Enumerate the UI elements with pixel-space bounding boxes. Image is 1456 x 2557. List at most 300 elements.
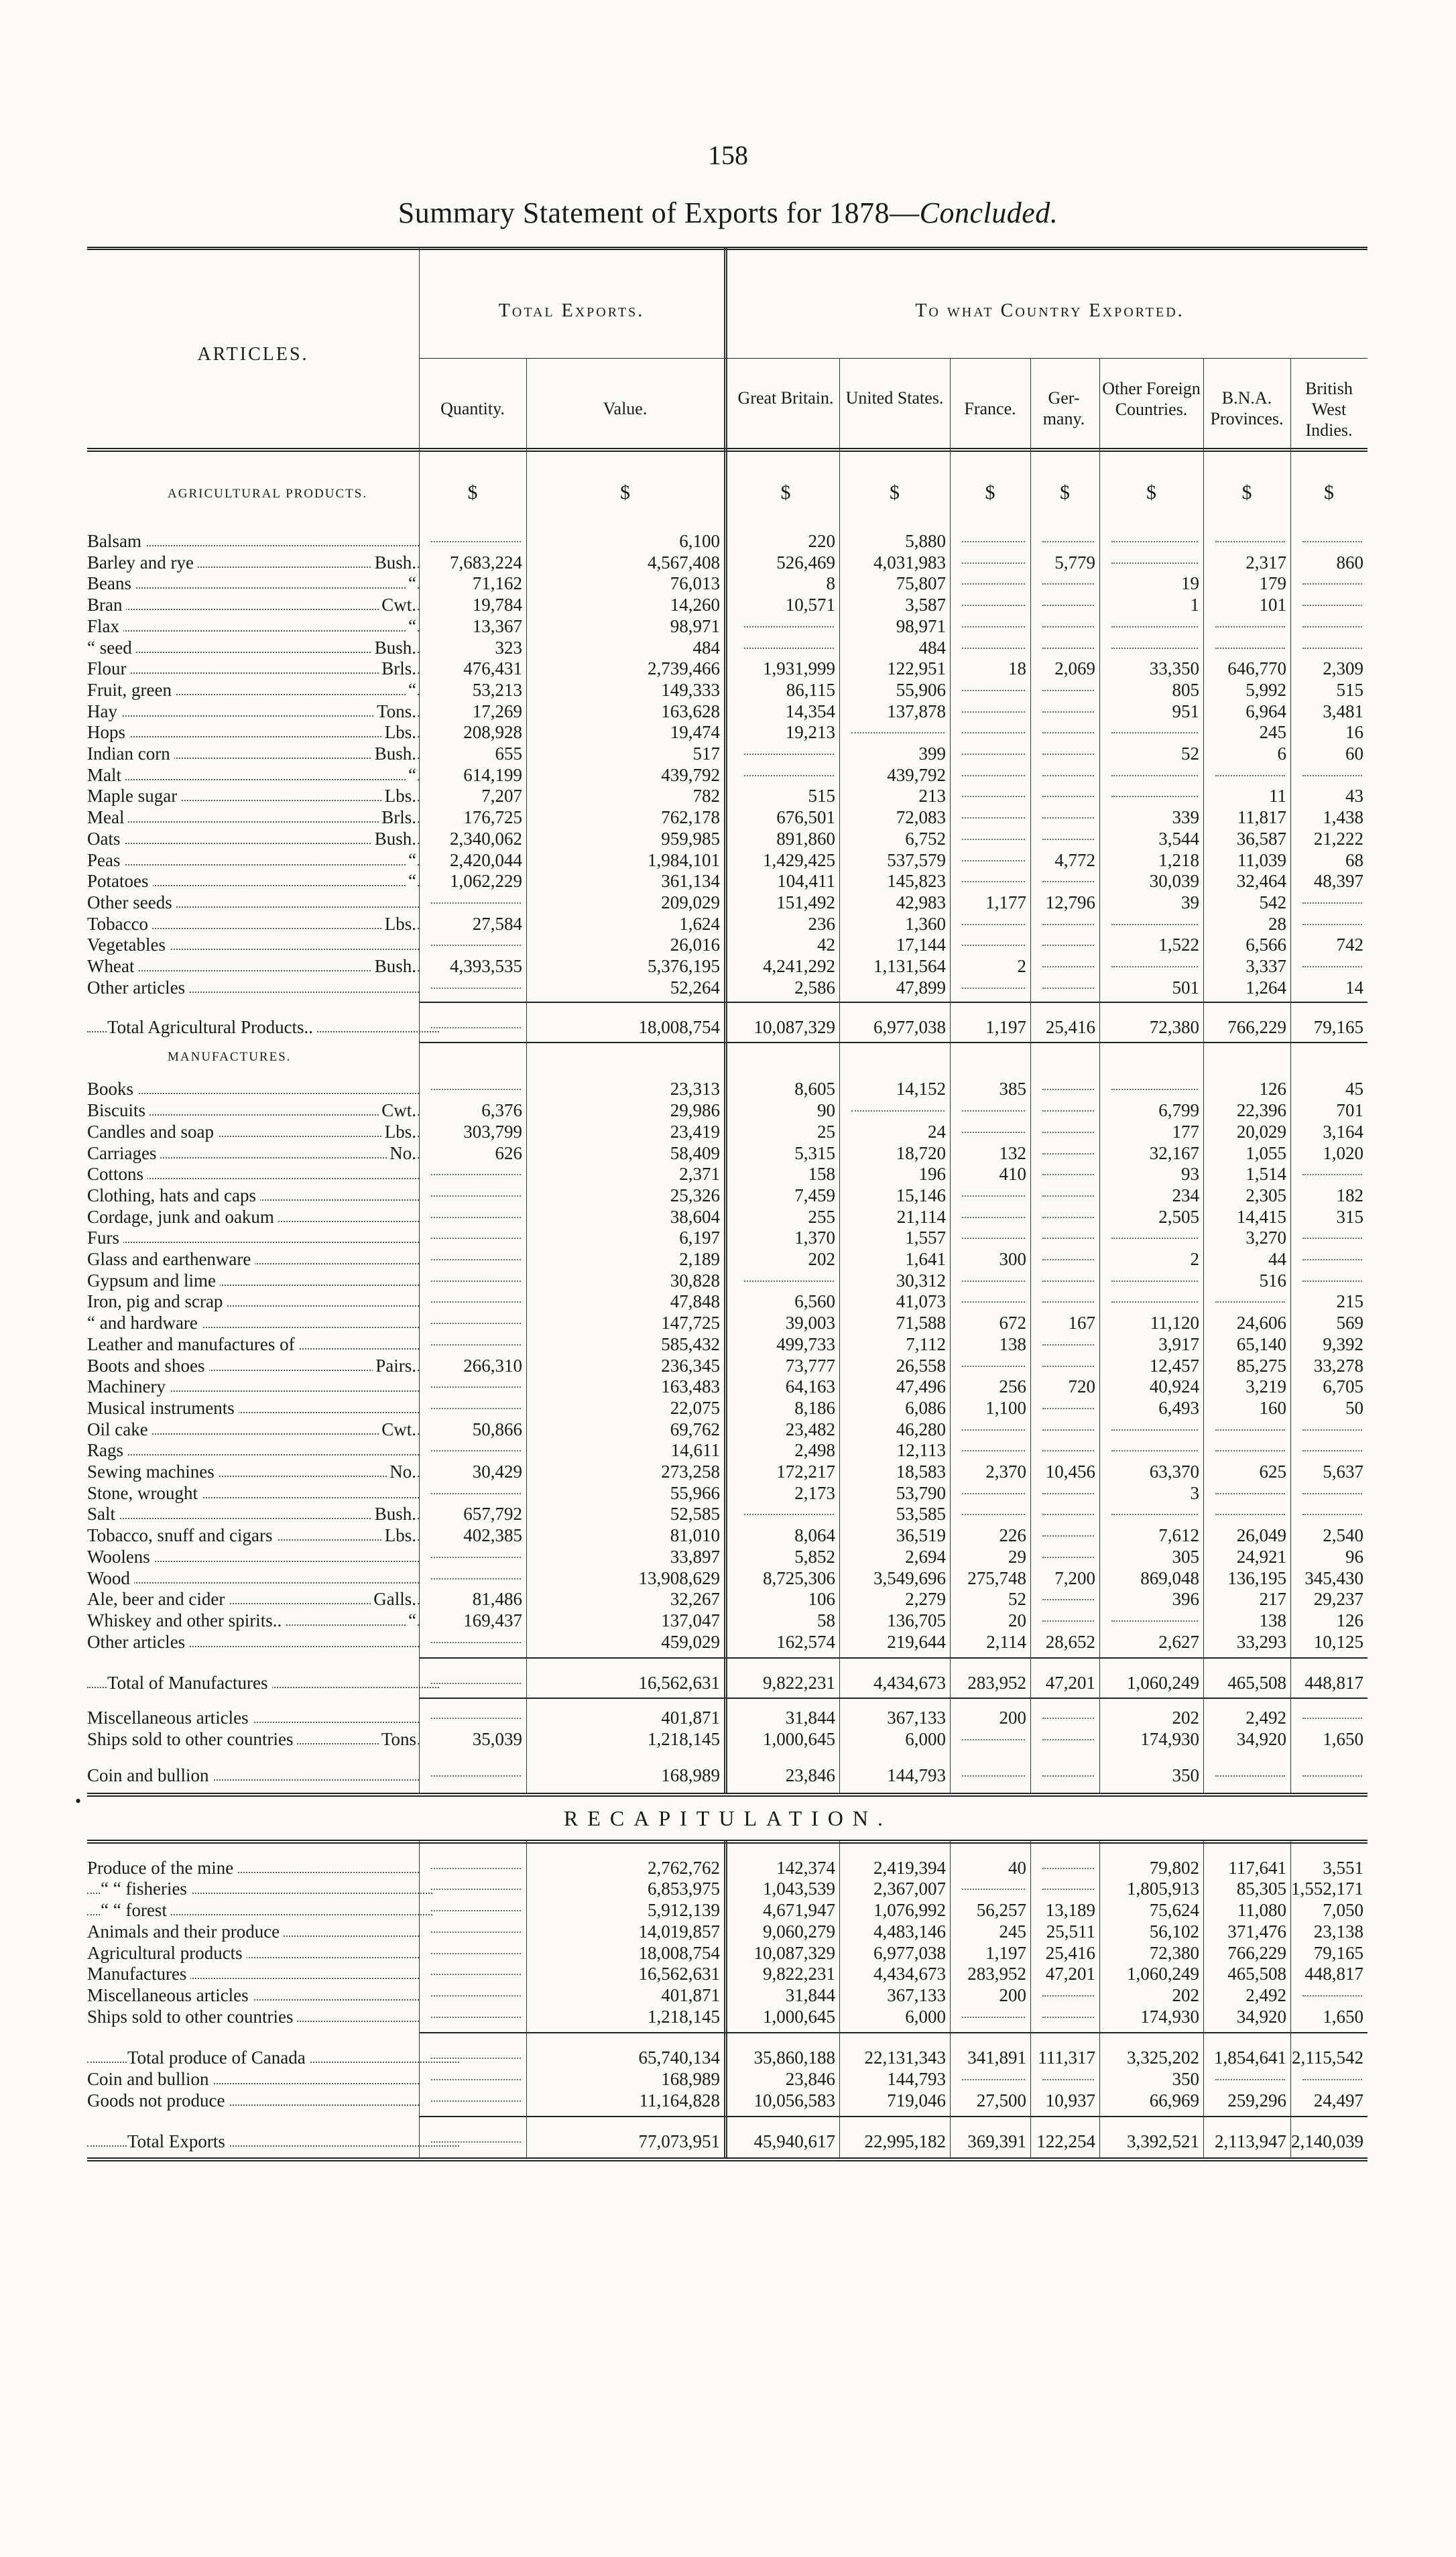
cell-of: 66,969	[1149, 2090, 1199, 2110]
cell-bna: 259,296	[1227, 2090, 1286, 2110]
article-name: Agricultural products	[87, 1943, 247, 1963]
cell-gb: 8,605	[794, 1079, 835, 1099]
cell-val: 1,984,101	[648, 849, 720, 870]
cell-fr: 2,114	[986, 1631, 1026, 1652]
article-unit: Lbs.	[382, 913, 416, 935]
cell-gb: 64,163	[785, 1376, 835, 1397]
cell-bna: 2,113,947	[1215, 2131, 1286, 2152]
cell-of: 234	[1172, 1185, 1199, 1205]
empty-cell-gb	[744, 615, 834, 628]
cell-us: 144,793	[887, 1765, 946, 1785]
empty-cell-qty	[431, 977, 521, 989]
cell-bwi: 1,552,171	[1291, 1879, 1363, 1899]
empty-cell-bna	[1215, 1765, 1285, 1777]
cell-val: 18,008,754	[638, 1942, 720, 1963]
empty-cell-fr	[962, 828, 1025, 840]
cell-of: 951	[1172, 701, 1199, 721]
empty-cell-bna	[1215, 1482, 1285, 1494]
cell-qty: 303,799	[463, 1121, 522, 1142]
cell-bna: 85,275	[1236, 1355, 1286, 1376]
header-bottom-rule	[87, 448, 1368, 449]
article-name: Miscellaneous articles	[87, 1708, 253, 1728]
header-bna: B.N.A. Provinces.	[1210, 388, 1284, 428]
empty-cell-gb	[744, 1270, 834, 1282]
empty-cell-fr	[962, 785, 1025, 797]
table-row	[87, 1397, 1368, 1419]
cell-of: 2,505	[1158, 1206, 1199, 1227]
empty-cell-of	[1111, 785, 1198, 797]
cell-of: 2	[1190, 1249, 1199, 1269]
table-row	[87, 1857, 1368, 1879]
empty-cell-of	[1111, 637, 1198, 649]
article-name: Wheat	[87, 956, 138, 976]
cell-qty: 266,310	[463, 1355, 522, 1376]
cell-us: 399	[918, 744, 946, 764]
section-agricultural: AGRICULTURAL PRODUCTS.	[168, 487, 368, 501]
cell-of: 72,380	[1149, 1942, 1199, 1963]
cell-bwi: 569	[1336, 1313, 1363, 1333]
empty-cell-bna	[1215, 637, 1285, 649]
header-value: Value.	[603, 399, 648, 418]
cell-gb: 9,822,231	[763, 1964, 835, 1984]
article-name: Coin and bullion	[87, 2069, 213, 2089]
empty-cell-de	[1042, 870, 1094, 882]
row-label	[87, 1503, 419, 1525]
cell-bna: 28	[1268, 913, 1286, 934]
article-unit: “	[406, 573, 416, 594]
cell-fr: 256	[999, 1376, 1026, 1397]
table-row	[87, 1482, 1368, 1504]
article-name: Clothing, hats and caps	[87, 1185, 260, 1205]
section-manufactures: MANUFACTURES.	[168, 1050, 292, 1065]
cell-val: 2,739,466	[648, 658, 720, 679]
cell-us: 71,588	[896, 1313, 946, 1333]
empty-cell-bwi	[1302, 1270, 1362, 1282]
cell-val: 47,848	[670, 1291, 720, 1312]
cell-of: 3,917	[1158, 1333, 1199, 1354]
cell-of: 2,627	[1158, 1631, 1199, 1652]
header-bottom-rule-2	[87, 451, 1368, 452]
empty-cell-qty	[431, 1878, 521, 1890]
cell-qty: 655	[495, 744, 522, 764]
article-name: Produce of the mine	[87, 1858, 237, 1878]
empty-cell-de	[1042, 1333, 1094, 1346]
cell-qty: 323	[495, 637, 522, 658]
cell-bna: 6	[1277, 744, 1286, 764]
empty-cell-bwi	[1302, 594, 1362, 606]
cell-de: 13,189	[1045, 1900, 1095, 1921]
row-label	[87, 1728, 419, 1750]
cell-val: 401,871	[661, 1984, 720, 2005]
row-label	[87, 913, 419, 935]
cell-de: 25,416	[1045, 1942, 1095, 1963]
empty-cell-fr	[962, 1270, 1025, 1282]
header-germany: Ger- many.	[1042, 388, 1085, 428]
empty-cell-fr	[962, 934, 1025, 946]
column-rule	[950, 1840, 951, 2158]
dollar-sign: $	[1060, 481, 1070, 503]
cell-qty: 30,429	[472, 1462, 522, 1482]
column-rule	[1030, 358, 1031, 1793]
cell-us: 42,983	[896, 892, 946, 912]
cell-of: 501	[1172, 977, 1199, 998]
empty-cell-de	[1042, 1707, 1094, 1719]
cell-val: 13,908,629	[638, 1567, 720, 1588]
cell-qty: 53,213	[472, 679, 522, 700]
cell-gb: 8,725,306	[763, 1567, 835, 1588]
dot-leader	[87, 630, 419, 632]
empty-cell-de	[1042, 573, 1094, 585]
cell-fr: 18	[1008, 658, 1026, 679]
cell-us: 75,807	[896, 573, 946, 594]
row-label	[87, 1333, 419, 1355]
cell-of: 32,167	[1149, 1142, 1199, 1163]
cell-fr: 27,500	[976, 2090, 1026, 2110]
cell-of: 350	[1172, 1765, 1199, 1785]
cell-val: 782	[692, 786, 720, 807]
row-label	[87, 1482, 419, 1504]
header-to-what-country: To what Country Exported.	[915, 300, 1185, 321]
row-label	[87, 807, 419, 828]
empty-cell-de	[1042, 2006, 1094, 2018]
cell-fr: 672	[999, 1313, 1026, 1333]
cell-us: 1,076,992	[873, 1900, 946, 1921]
dollar-sign: $	[1146, 481, 1156, 503]
cell-gb: 151,492	[776, 892, 835, 912]
empty-cell-de	[1042, 1503, 1094, 1515]
row-label	[87, 977, 419, 998]
cell-us: 4,483,146	[873, 1921, 946, 1942]
cell-bwi: 126	[1336, 1610, 1363, 1630]
cell-of: 79,802	[1149, 1857, 1199, 1878]
row-label	[87, 1142, 419, 1164]
cell-bwi: 2,140,039	[1291, 2131, 1363, 2152]
empty-cell-fr	[962, 530, 1025, 542]
cell-of: 1	[1190, 595, 1199, 615]
row-label	[87, 658, 419, 679]
cell-bna: 3,219	[1246, 1376, 1286, 1397]
table-row	[87, 870, 1368, 892]
table-row	[87, 1984, 1368, 2006]
cell-gb: 1,429,425	[763, 849, 835, 870]
table-row	[87, 701, 1368, 722]
article-name: Tobacco	[87, 914, 152, 934]
article-name: Total of Manufactures	[107, 1673, 272, 1693]
article-unit: Cwt.	[379, 594, 416, 615]
cell-gb: 4,671,947	[763, 1900, 835, 1921]
cell-val: 98,971	[670, 615, 720, 636]
article-name: Carriages	[87, 1143, 160, 1163]
article-unit: “	[406, 679, 416, 701]
article-name: Boots and shoes	[87, 1356, 209, 1376]
cell-of: 6,493	[1158, 1397, 1199, 1418]
dot-leader	[87, 1242, 419, 1243]
cell-gb: 19,213	[785, 722, 835, 743]
table-row	[87, 552, 1368, 573]
empty-cell-qty	[431, 1376, 521, 1388]
cell-us: 7,112	[906, 1333, 946, 1354]
empty-cell-of	[1111, 1227, 1198, 1239]
article-name: Miscellaneous articles	[87, 1985, 253, 2005]
article-unit: Brls.	[379, 658, 416, 679]
empty-cell-us	[851, 721, 945, 733]
cell-bna: 24,606	[1236, 1313, 1286, 1333]
cell-val: 55,966	[670, 1482, 720, 1503]
article-name: Flax	[87, 616, 123, 636]
cell-gb: 2,586	[794, 977, 835, 998]
article-name: Sewing machines	[87, 1462, 219, 1482]
cell-val: 1,218,145	[648, 2006, 720, 2027]
article-name: Hops	[87, 722, 129, 742]
table-row	[87, 1121, 1368, 1142]
cell-of: 1,060,249	[1127, 1673, 1199, 1693]
empty-cell-qty	[431, 2047, 521, 2059]
cell-val: 26,016	[670, 935, 720, 955]
column-rule	[1290, 358, 1291, 1793]
cell-bwi: 68	[1345, 849, 1363, 870]
column-rule	[1203, 358, 1204, 1793]
cell-bwi: 23,138	[1313, 1921, 1363, 1942]
row-label	[87, 2068, 419, 2090]
cell-bwi: 79,165	[1313, 1942, 1363, 1963]
cell-us: 213	[918, 786, 946, 807]
cell-bna: 34,920	[1236, 1729, 1286, 1749]
column-rule	[526, 1840, 527, 2158]
cell-fr: 200	[999, 1984, 1026, 2005]
cell-bna: 217	[1259, 1589, 1286, 1610]
column-rule	[839, 358, 840, 1793]
cell-qty: 17,269	[472, 701, 522, 721]
cell-qty: 71,162	[472, 573, 522, 594]
empty-cell-de	[1042, 1355, 1094, 1367]
cell-us: 2,694	[905, 1546, 946, 1567]
empty-cell-of	[1111, 615, 1198, 628]
dot-leader	[87, 821, 419, 823]
row-label	[87, 1984, 419, 2006]
empty-cell-bwi	[1302, 637, 1362, 649]
cell-val: 2,189	[679, 1249, 720, 1269]
dollar-sign: $	[890, 481, 900, 503]
cell-gb: 25	[817, 1121, 835, 1142]
cell-gb: 526,469	[776, 552, 835, 573]
empty-cell-de	[1042, 1857, 1094, 1869]
cell-gb: 515	[808, 786, 835, 807]
cell-val: 76,013	[670, 573, 720, 594]
article-name: Other articles	[87, 1632, 189, 1652]
row-label	[87, 1185, 419, 1206]
empty-cell-de	[1042, 1546, 1094, 1558]
cell-gb: 676,501	[776, 807, 835, 828]
empty-cell-of	[1111, 1503, 1198, 1515]
empty-cell-fr	[962, 594, 1025, 606]
cell-of: 56,102	[1149, 1921, 1199, 1942]
cell-val: 585,432	[661, 1333, 720, 1354]
empty-cell-of	[1111, 1078, 1198, 1090]
cell-fr: 2	[1017, 956, 1026, 976]
article-unit: “	[406, 764, 416, 786]
article-unit: “	[406, 870, 416, 892]
empty-cell-bwi	[1302, 913, 1362, 925]
table-row	[87, 1525, 1368, 1546]
cell-of: 75,624	[1149, 1900, 1199, 1921]
empty-cell-bwi	[1302, 2068, 1362, 2080]
cell-of: 52	[1181, 744, 1199, 764]
dollar-sign: $	[985, 481, 995, 503]
empty-cell-fr	[962, 1227, 1025, 1239]
empty-cell-bwi	[1302, 573, 1362, 585]
cell-de: 122,254	[1036, 2131, 1095, 2152]
cell-bwi: 701	[1336, 1100, 1363, 1121]
cell-of: 177	[1172, 1121, 1199, 1142]
table-row	[87, 1963, 1368, 1984]
cell-bna: 24,921	[1236, 1546, 1286, 1567]
empty-cell-de	[1042, 828, 1094, 840]
article-name: “ and hardware	[87, 1313, 202, 1333]
empty-cell-de	[1042, 721, 1094, 733]
row-label	[87, 1376, 419, 1397]
cell-us: 484	[918, 637, 946, 658]
cell-gb: 2,173	[794, 1482, 835, 1503]
row-label	[87, 764, 419, 786]
cell-bna: 160	[1259, 1397, 1286, 1418]
empty-cell-qty	[431, 530, 521, 542]
table-row	[87, 1419, 1368, 1440]
cell-gb: 106	[808, 1589, 835, 1610]
cell-fr: 56,257	[976, 1900, 1026, 1921]
cell-bwi: 515	[1336, 679, 1363, 700]
cell-us: 6,752	[905, 828, 946, 849]
exports-table	[87, 247, 1368, 2164]
cell-bwi: 33,278	[1313, 1355, 1363, 1376]
cell-bna: 6,964	[1246, 701, 1286, 721]
empty-cell-de	[1042, 1291, 1094, 1303]
article-unit: Bush.	[372, 1503, 416, 1525]
cell-val: 163,483	[661, 1376, 720, 1397]
article-name: Tobacco, snuff and cigars	[87, 1525, 277, 1545]
cell-bwi: 345,430	[1305, 1567, 1363, 1588]
empty-cell-fr	[962, 764, 1025, 776]
cell-bna: 516	[1259, 1270, 1286, 1291]
cell-qty: 81,486	[472, 1589, 522, 1610]
empty-cell-bna	[1215, 1439, 1285, 1451]
cell-val: 65,740,134	[638, 2047, 720, 2068]
cell-gb: 236	[808, 913, 835, 934]
cell-bna: 11,080	[1237, 1900, 1286, 1921]
empty-cell-bna	[1215, 2068, 1285, 2080]
table-row	[87, 1567, 1368, 1589]
empty-cell-fr	[962, 849, 1025, 861]
cell-bna: 2,492	[1246, 1984, 1286, 2005]
cell-of: 305	[1172, 1546, 1199, 1567]
cell-us: 15,146	[896, 1185, 946, 1205]
cell-bna: 11,817	[1237, 807, 1286, 828]
cell-val: 168,989	[661, 1765, 720, 1785]
cell-val: 19,474	[670, 722, 720, 743]
cell-fr: 226	[999, 1525, 1026, 1546]
empty-cell-qty	[431, 1631, 521, 1643]
cell-bwi: 448,817	[1305, 1964, 1363, 1984]
cell-de: 47,201	[1045, 1673, 1095, 1693]
cell-qty: 169,437	[463, 1610, 522, 1630]
cell-qty: 50,866	[472, 1419, 522, 1439]
cell-us: 1,360	[905, 913, 946, 934]
cell-bwi: 9,392	[1323, 1333, 1363, 1354]
row-label	[87, 1588, 419, 1610]
row-label	[87, 552, 419, 573]
cell-bna: 2,492	[1246, 1708, 1286, 1728]
empty-cell-bwi	[1302, 955, 1362, 967]
cell-bna: 542	[1259, 892, 1286, 912]
header-total-exports: Total Exports.	[498, 300, 645, 321]
total-rule	[87, 1793, 1368, 1794]
cell-val: 22,075	[670, 1397, 720, 1418]
cell-bna: 371,476	[1227, 1921, 1286, 1942]
empty-cell-of	[1111, 530, 1198, 542]
cell-val: 439,792	[661, 764, 720, 785]
cell-gb: 1,000,645	[763, 1729, 835, 1749]
article-name: Manufactures	[87, 1964, 190, 1984]
empty-cell-fr	[962, 1439, 1025, 1451]
cell-bna: 6,566	[1246, 935, 1286, 955]
cell-bwi: 3,164	[1323, 1121, 1363, 1142]
column-rule	[1203, 1840, 1204, 2158]
cell-us: 5,880	[905, 531, 946, 551]
total-rule	[419, 2116, 1368, 2117]
cell-us: 21,114	[896, 1206, 946, 1227]
cell-gb: 7,459	[794, 1185, 835, 1205]
cell-us: 1,641	[905, 1249, 946, 1269]
cell-bwi: 7,050	[1323, 1900, 1363, 1921]
dollar-sign: $	[467, 481, 478, 503]
cell-bwi: 742	[1336, 935, 1363, 955]
cell-gb: 2,498	[794, 1440, 835, 1461]
dot-leader	[87, 715, 419, 717]
header-other-foreign: Other Foreign Countries.	[1102, 379, 1201, 419]
empty-cell-fr	[962, 1728, 1025, 1740]
empty-cell-de	[1042, 1878, 1094, 1890]
cell-of: 1,218	[1158, 849, 1199, 870]
cell-gb: 220	[808, 531, 835, 551]
table-row	[87, 637, 1368, 658]
cell-gb: 1,000,645	[763, 2006, 835, 2027]
article-unit: Bush.	[372, 828, 416, 849]
article-name: Barley and rye	[87, 552, 198, 573]
cell-of: 1,805,913	[1127, 1879, 1199, 1899]
cell-us: 6,977,038	[873, 1942, 946, 1963]
cell-us: 1,557	[905, 1228, 946, 1248]
row-label	[87, 1312, 419, 1333]
cell-de: 10,937	[1045, 2090, 1095, 2110]
row-label	[87, 1942, 419, 1964]
cell-bna: 65,140	[1236, 1333, 1286, 1354]
cell-bna: 646,770	[1227, 658, 1286, 679]
cell-de: 12,796	[1045, 892, 1095, 912]
empty-cell-qty	[431, 1291, 521, 1303]
cell-de: 7,200	[1054, 1567, 1095, 1588]
article-name: Ships sold to other countries	[87, 2007, 297, 2027]
cell-of: 396	[1172, 1589, 1199, 1610]
cell-qty: 657,792	[463, 1504, 522, 1525]
cell-gb: 8,186	[794, 1397, 835, 1418]
empty-cell-de	[1042, 1206, 1094, 1218]
cell-bwi: 5,637	[1323, 1462, 1363, 1482]
article-name: Animals and their produce	[87, 1921, 284, 1942]
row-label	[87, 1291, 419, 1312]
cell-us: 537,579	[887, 849, 946, 870]
table-row	[87, 1270, 1368, 1291]
row-label	[87, 1078, 419, 1099]
empty-cell-de	[1042, 1984, 1094, 1997]
